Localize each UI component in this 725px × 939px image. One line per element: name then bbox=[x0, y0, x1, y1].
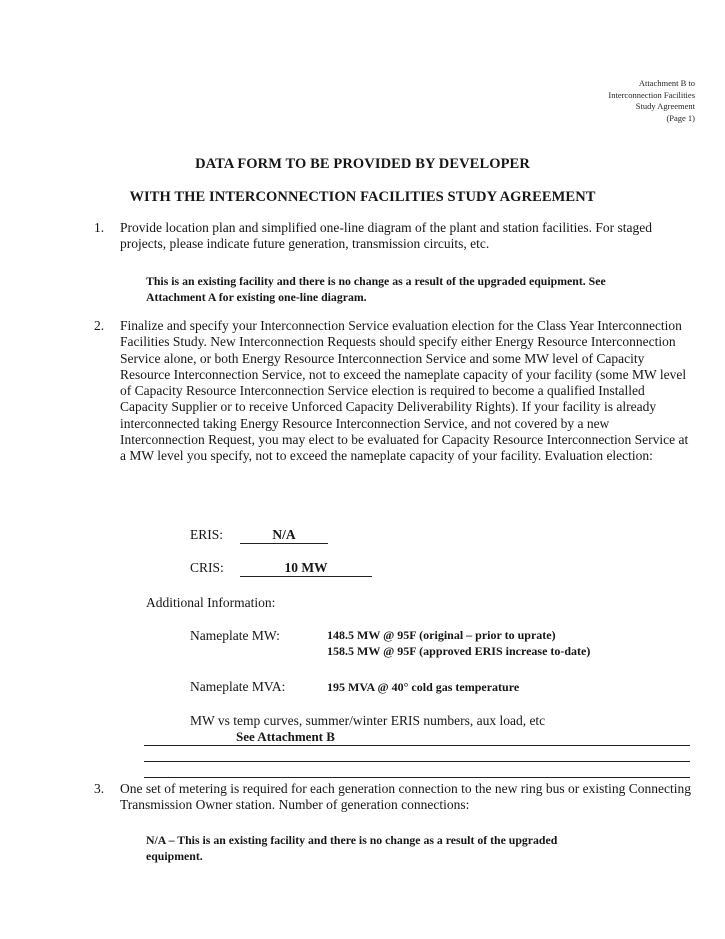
nameplate-mw-label: Nameplate MW: bbox=[190, 628, 280, 643]
header-line-1: Attachment B to bbox=[638, 78, 695, 88]
header-line-4: (Page 1) bbox=[666, 112, 695, 123]
attachment-header bbox=[608, 78, 695, 124]
item-1-response bbox=[146, 273, 606, 305]
item-1-response-line-1: This is an existing facility and there is no change as a result of the upgraded equipment. See bbox=[146, 274, 606, 288]
curves-label: MW vs temp curves, summer/winter ERIS numbers, aux load, etc bbox=[190, 713, 546, 728]
item-2-number: 2. bbox=[94, 318, 105, 333]
cris-value: 10 MW bbox=[240, 560, 372, 577]
document-title: DATA FORM TO BE PROVIDED BY DEVELOPER bbox=[195, 156, 530, 172]
cris-field bbox=[190, 560, 328, 576]
eris-value: N/A bbox=[240, 527, 328, 544]
cris-label: CRIS: bbox=[190, 560, 224, 575]
item-3-text: One set of metering is required for each generation connection to the new ring bus or existing Connecting Transmission Owner station. Number of generation connections: bbox=[120, 781, 691, 813]
eris-field bbox=[190, 527, 296, 543]
item-3-number: 3. bbox=[94, 781, 105, 796]
nameplate-mw-value-2: 158.5 MW @ 95F (approved ERIS increase to-date) bbox=[327, 644, 591, 658]
item-3-response-line-1: N/A – This is an existing facility and there is no change as a result of the upgraded bbox=[146, 833, 558, 847]
additional-info-label: Additional Information: bbox=[146, 595, 276, 610]
item-1-number: 1. bbox=[94, 220, 105, 235]
item-1-text: Provide location plan and simplified one-line diagram of the plant and station facilities. For staged projects, please indicate future generation, transmission circuits, etc. bbox=[120, 220, 652, 252]
nameplate-mva-value: 195 MVA @ 40° cold gas temperature bbox=[327, 680, 520, 694]
item-1-response-line-2: Attachment A for existing one-line diagram. bbox=[146, 290, 367, 304]
item-2 bbox=[94, 318, 692, 464]
curves-value: See Attachment B bbox=[236, 729, 335, 744]
item-3-response-line-2: equipment. bbox=[146, 849, 203, 863]
header-line-2: Interconnection Facilities bbox=[608, 89, 695, 100]
header-line-3: Study Agreement bbox=[635, 101, 695, 111]
answer-line-1 bbox=[144, 745, 690, 746]
item-2-text: Finalize and specify your Interconnection Service evaluation election for the Class Year Interconnection Facilities Study. New Interconnection Requests should specify either Energy Resource Interconnection Service alone, or both Energy Resource Interconnection Service and some MW level of Capacity Resource Interconnection Service, not to exceed the nameplate capacity of your facility (some MW level of Capacity Resource Interconnection Service election is required to become a qualified Installed Capacity Supplier or to receive Unforced Capacity Deliverability Rights). If your facility is already interconnected taking Energy Resource Interconnection Service, and not covered by a new Interconnection Request, you may elect to be evaluated for Capacity Resource Interconnection Service at a MW level you specify, not to exceed the nameplate capacity of your facility. Evaluation election: bbox=[120, 318, 689, 463]
eris-label: ERIS: bbox=[190, 527, 224, 542]
answer-line-3 bbox=[144, 777, 690, 778]
nameplate-mw-value-1: 148.5 MW @ 95F (original – prior to uprate) bbox=[327, 628, 556, 642]
nameplate-mva-label: Nameplate MVA: bbox=[190, 679, 286, 694]
item-3-response bbox=[146, 832, 557, 864]
item-3 bbox=[94, 781, 692, 814]
document-subtitle: WITH THE INTERCONNECTION FACILITIES STUDY AGREEMENT bbox=[129, 189, 596, 205]
item-1 bbox=[94, 220, 692, 253]
answer-line-2 bbox=[144, 761, 690, 762]
